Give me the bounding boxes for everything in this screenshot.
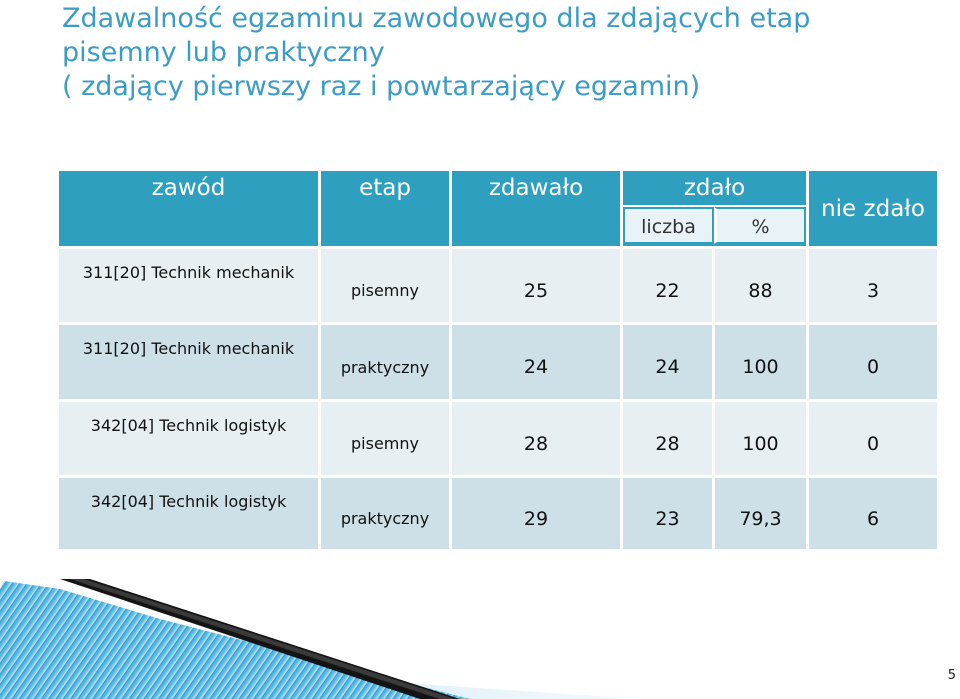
- header-zdalo: zdało: [683, 175, 746, 201]
- page-number: 5: [947, 668, 956, 683]
- cell-procent: 100: [714, 324, 808, 401]
- cell-procent: 79,3: [714, 477, 808, 551]
- cell-procent: 88: [714, 248, 808, 324]
- title-line-2: pisemny lub praktyczny: [62, 37, 385, 68]
- title-line-1: Zdawalność egzaminu zawodowego dla zdających etap: [62, 3, 811, 34]
- table-row: [58, 477, 939, 551]
- header-nie-zdalo: nie zdało: [808, 170, 939, 248]
- cell-liczba: 24: [622, 324, 714, 401]
- header-zawod: zawód: [58, 170, 320, 248]
- cell-zdawalo: 25: [451, 248, 622, 324]
- cell-zawod: 311[20] Technik mechanik: [58, 324, 320, 401]
- cell-etap: pisemny: [320, 401, 451, 477]
- cell-liczba: 23: [622, 477, 714, 551]
- cell-procent: 100: [714, 401, 808, 477]
- decorative-wave-graphic: [0, 579, 960, 699]
- cell-zdawalo: 24: [451, 324, 622, 401]
- cell-zawod: 311[20] Technik mechanik: [58, 248, 320, 324]
- cell-etap: praktyczny: [320, 324, 451, 401]
- header-liczba: liczba: [623, 207, 714, 244]
- cell-zawod: 342[04] Technik logistyk: [58, 401, 320, 477]
- header-zdalo-subheaders: [623, 205, 806, 244]
- slide-title: [62, 2, 942, 104]
- table-row: [58, 401, 939, 477]
- cell-etap: praktyczny: [320, 477, 451, 551]
- results-table: [56, 168, 940, 552]
- header-zdalo-group: [622, 170, 808, 248]
- cell-zdawalo: 29: [451, 477, 622, 551]
- cell-liczba: 22: [622, 248, 714, 324]
- header-zdawalo: zdawało: [451, 170, 622, 248]
- title-line-3: ( zdający pierwszy raz i powtarzający egzamin): [62, 71, 701, 102]
- cell-zawod: 342[04] Technik logistyk: [58, 477, 320, 551]
- cell-nie-zdalo: 3: [808, 248, 939, 324]
- cell-liczba: 28: [622, 401, 714, 477]
- table-row: [58, 324, 939, 401]
- cell-nie-zdalo: 6: [808, 477, 939, 551]
- table-row: [58, 248, 939, 324]
- header-procent: %: [714, 207, 806, 244]
- header-etap: etap: [320, 170, 451, 248]
- cell-nie-zdalo: 0: [808, 324, 939, 401]
- cell-etap: pisemny: [320, 248, 451, 324]
- cell-nie-zdalo: 0: [808, 401, 939, 477]
- cell-zdawalo: 28: [451, 401, 622, 477]
